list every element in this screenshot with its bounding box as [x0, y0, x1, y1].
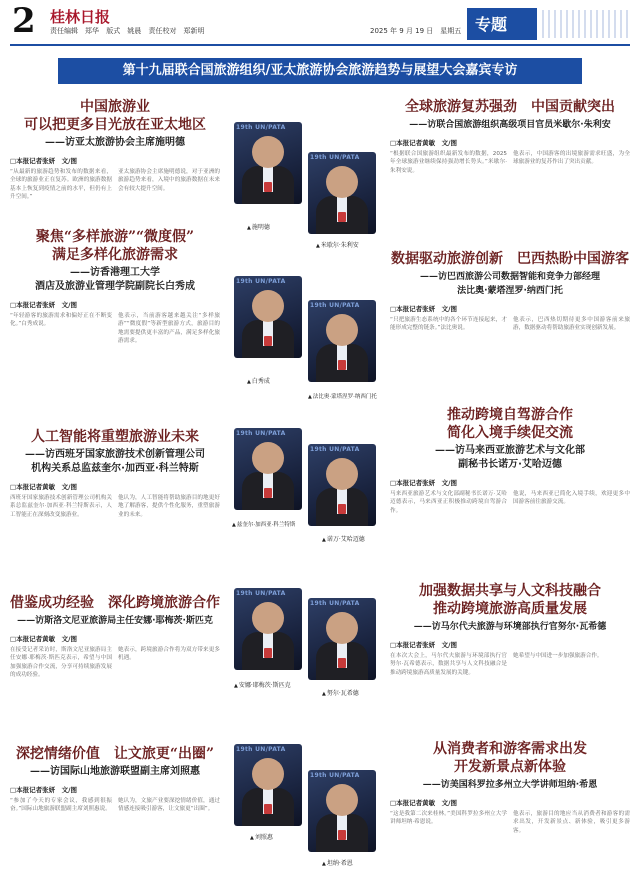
masthead-rule [10, 44, 630, 46]
article-subtitle: ——访斯洛文尼亚旅游局主任安娜·耶梅茨·斯匹克 [17, 616, 213, 626]
photo-caption: ▲ 白秀成 [247, 376, 270, 385]
photo-liu-zhaohui: 19th UN/PATA [234, 744, 302, 826]
article-body: 他表示，巴西热切期待更多中国游客前来旅游，数据驱动将帮助旅游业实现创新发展。 [513, 317, 630, 332]
photo-caption: ▲ 兹奎尔·加西亚·科兰特斯 [232, 520, 295, 528]
article-body: 西班牙国家旅游技术创新管理公司机构关系总监兹奎尔·加西亚·科兰特斯表示，人工智能正在深刻改变旅游业。 [10, 495, 112, 518]
photo-garcia: 19th UN/PATA [234, 428, 302, 510]
masthead [0, 0, 640, 54]
issue-date: 2025 年 9 月 19 日 星期五 [370, 27, 462, 35]
article-byline: □本报记者张妍 文/图 [10, 786, 78, 794]
article-title: 从消费者和游客需求出发 开发新景点新体验 [433, 741, 587, 775]
article-garcia [10, 428, 220, 560]
article-title: 加强数据共享与人文科技融合 推动跨境旅游高质量发展 [419, 583, 601, 617]
photo-bai-xiucheng: 19th UN/PATA [234, 276, 302, 358]
photo-michel-julian: 19th UN/PATA [308, 152, 376, 234]
article-byline: □本报记者黄敏 文/图 [10, 483, 78, 491]
article-body: “根据联合国旅游组织最新发布的数据，2025 年全球旅游业继续保持强劲增长势头。”米歇尔·朱利安说。 [390, 151, 507, 174]
article-body: “年轻游客的旅游需求和偏好正在不断变化。”白秀成说。 [10, 313, 112, 328]
article-body: 马来西亚旅游艺术与文化部副秘书长诺万·艾哈迈德表示，马来西亚正积极推动跨境自驾游合作。 [390, 491, 507, 514]
article-fabio [390, 250, 630, 390]
photo-spik: 19th UN/PATA [234, 588, 302, 670]
article-byline: □本报记者张妍 文/图 [390, 641, 458, 649]
article-body: “从最新的旅游趋势和发布的数据来看，全球的旅游业正在复苏。欧洲的旅游数据基本上恢复到疫情之前的水平，但仍有上升空间。” [10, 169, 112, 201]
article-byline: □本报记者张妍 文/图 [390, 305, 458, 313]
credit-layout: 版式 姚晨 [106, 27, 142, 35]
article-body: 他说，马来西亚已简化入境手续，欢迎更多中国游客前往旅游交流。 [513, 491, 630, 506]
photo-fabio: 19th UN/PATA [308, 300, 376, 382]
article-shi-mingde [10, 98, 220, 223]
article-liu-zhaohui [10, 745, 220, 890]
article-body: 他表示，当前游客越来越关注“多样旅游”“微度假”等新型旅游方式，旅游目的地需要提供更丰富的产品，满足多样化旅游需求。 [118, 313, 220, 345]
article-title: 聚焦“多样旅游”“微度假” 满足多样化旅游需求 [35, 229, 195, 263]
credit-editor: 责任编辑 郑华 [50, 27, 99, 35]
article-title: 中国旅游业 可以把更多目光放在亚太地区 [24, 99, 206, 133]
article-body: “这是我第二次来桂林。”美国科罗拉多州立大学讲师坦纳·希恩说。 [390, 811, 507, 826]
article-body: 她认为，文旅产业要深挖情绪价值，通过情感连接吸引游客，让文旅更“出圈”。 [118, 798, 220, 813]
article-body: 在本次大会上，马尔代夫旅游与环境部执行官努尔·瓦希德表示，数据共享与人文科技融合是推动跨境旅游高质量发展的关键。 [390, 653, 507, 676]
article-bai-xiucheng [10, 228, 220, 408]
photo-caption: ▲ 诺万·艾哈迈德 [322, 534, 365, 543]
article-tanner-hean [390, 740, 630, 890]
article-byline: □本报记者黄敏 文/图 [390, 139, 458, 147]
article-title: 借鉴成功经验 深化跨境旅游合作 [10, 595, 220, 611]
article-subtitle: ——访香港理工大学 酒店及旅游业管理学院副院长白秀成 [35, 267, 195, 292]
article-byline: □本报记者张妍 文/图 [390, 479, 458, 487]
article-title: 深挖情绪价值 让文旅更“出圈” [15, 746, 215, 762]
article-body: 在接受记者采访时，斯洛文尼亚旅游局主任安娜·耶梅茨·斯匹克表示，希望与中国加强旅游合作交流，分享可持续旅游发展的成功经验。 [10, 647, 112, 679]
photo-caption: ▲ 米歇尔·朱利安 [316, 240, 359, 249]
photo-caption: ▲ 法比奥·蒙塔涅罗·纳西门托 [308, 392, 377, 400]
credit-proof: 责任校对 郑新明 [148, 27, 205, 35]
page-number: 2 [12, 1, 36, 41]
article-title: 全球旅游复苏强劲 中国贡献突出 [405, 99, 615, 115]
article-subtitle: ——访亚太旅游协会主席施明德 [45, 137, 185, 148]
editor-credits [50, 26, 209, 36]
article-nowan [390, 406, 630, 556]
article-title: 数据驱动旅游创新 巴西热盼中国游客 [391, 251, 629, 267]
photo-nowan: 19th UN/PATA [308, 444, 376, 526]
article-subtitle: ——访马尔代夫旅游与环境部执行官努尔·瓦希德 [413, 622, 607, 632]
section-label: 专题 [475, 15, 508, 34]
article-subtitle: ——访联合国旅游组织高级项目官员米歇尔·朱利安 [409, 120, 611, 130]
article-title: 人工智能将重塑旅游业未来 [31, 429, 199, 445]
article-michel-julian [390, 98, 630, 228]
article-byline: □本报记者张妍 文/图 [10, 157, 78, 165]
article-byline: □本报记者黄敏 文/图 [10, 635, 78, 643]
article-body: 她表示，跨境旅游合作将为双方带来更多机遇。 [118, 647, 220, 662]
article-body: 她希望与中国进一步加强旅游合作。 [513, 653, 603, 659]
article-body: “参加了今天的专家会议，我感到很振奋。”国际山地旅游联盟副主席刘照惠说。 [10, 798, 112, 813]
article-body: 他表示，中国游客的出境旅游需求旺盛，为全球旅游业的复苏作出了突出贡献。 [513, 151, 630, 166]
photo-tanner-hean: 19th UN/PATA [308, 770, 376, 852]
photo-nur-wahid: 19th UN/PATA [308, 598, 376, 680]
photo-caption: ▲ 施明德 [247, 222, 270, 231]
photo-caption: ▲ 努尔·瓦希德 [322, 688, 359, 697]
photo-shi-mingde: 19th UN/PATA [234, 122, 302, 204]
photo-caption: ▲ 刘照惠 [250, 832, 273, 841]
article-subtitle: ——访美国科罗拉多州立大学讲师坦纳·希恩 [422, 780, 598, 790]
article-subtitle: ——访巴西旅游公司数据智能和竞争力部经理 法比奥·蒙塔涅罗·纳西门托 [419, 272, 600, 296]
article-subtitle: ——访马来西亚旅游艺术与文化部 副秘书长诺万·艾哈迈德 [435, 445, 585, 470]
article-subtitle: ——访西班牙国家旅游技术创新管理公司 机构关系总监兹奎尔·加西亚·科兰特斯 [25, 449, 205, 474]
page-banner: 第十九届联合国旅游组织/亚太旅游协会旅游趋势与展望大会嘉宾专访 [58, 58, 582, 84]
article-spik [10, 594, 220, 720]
photo-caption: ▲ 安娜·耶梅茨·斯匹克 [234, 680, 291, 689]
photo-caption: ▲ 坦纳·希恩 [322, 858, 353, 867]
article-body: 亚太旅游协会主席施明德说，对于亚洲的旅游趋势来看，入境中的旅游数据在未来会有较大提升空间。 [118, 169, 220, 192]
article-title: 推动跨境自驾游合作 简化入境手续促交流 [447, 407, 573, 441]
article-body: “只把旅游生态系统中的各个环节连接起来，才能形成完整的链条。”法比奥说。 [390, 317, 507, 332]
article-subtitle: ——访国际山地旅游联盟副主席刘照惠 [30, 766, 200, 777]
article-byline: □本报记者黄敏 文/图 [390, 799, 458, 807]
article-body: 他认为，人工智能将帮助旅游目的地更好地了解游客，提供个性化服务，重塑旅游业的未来。 [118, 495, 220, 518]
article-nur-wahid [390, 582, 630, 702]
paper-name: 桂林日报 [50, 8, 111, 26]
article-byline: □本报记者张妍 文/图 [10, 301, 78, 309]
decorative-stripes [542, 10, 632, 38]
article-body: 他表示，旅游目的地应当从消费者和游客的需求出发，开发新景点、新体验，吸引更多游客。 [513, 811, 630, 834]
